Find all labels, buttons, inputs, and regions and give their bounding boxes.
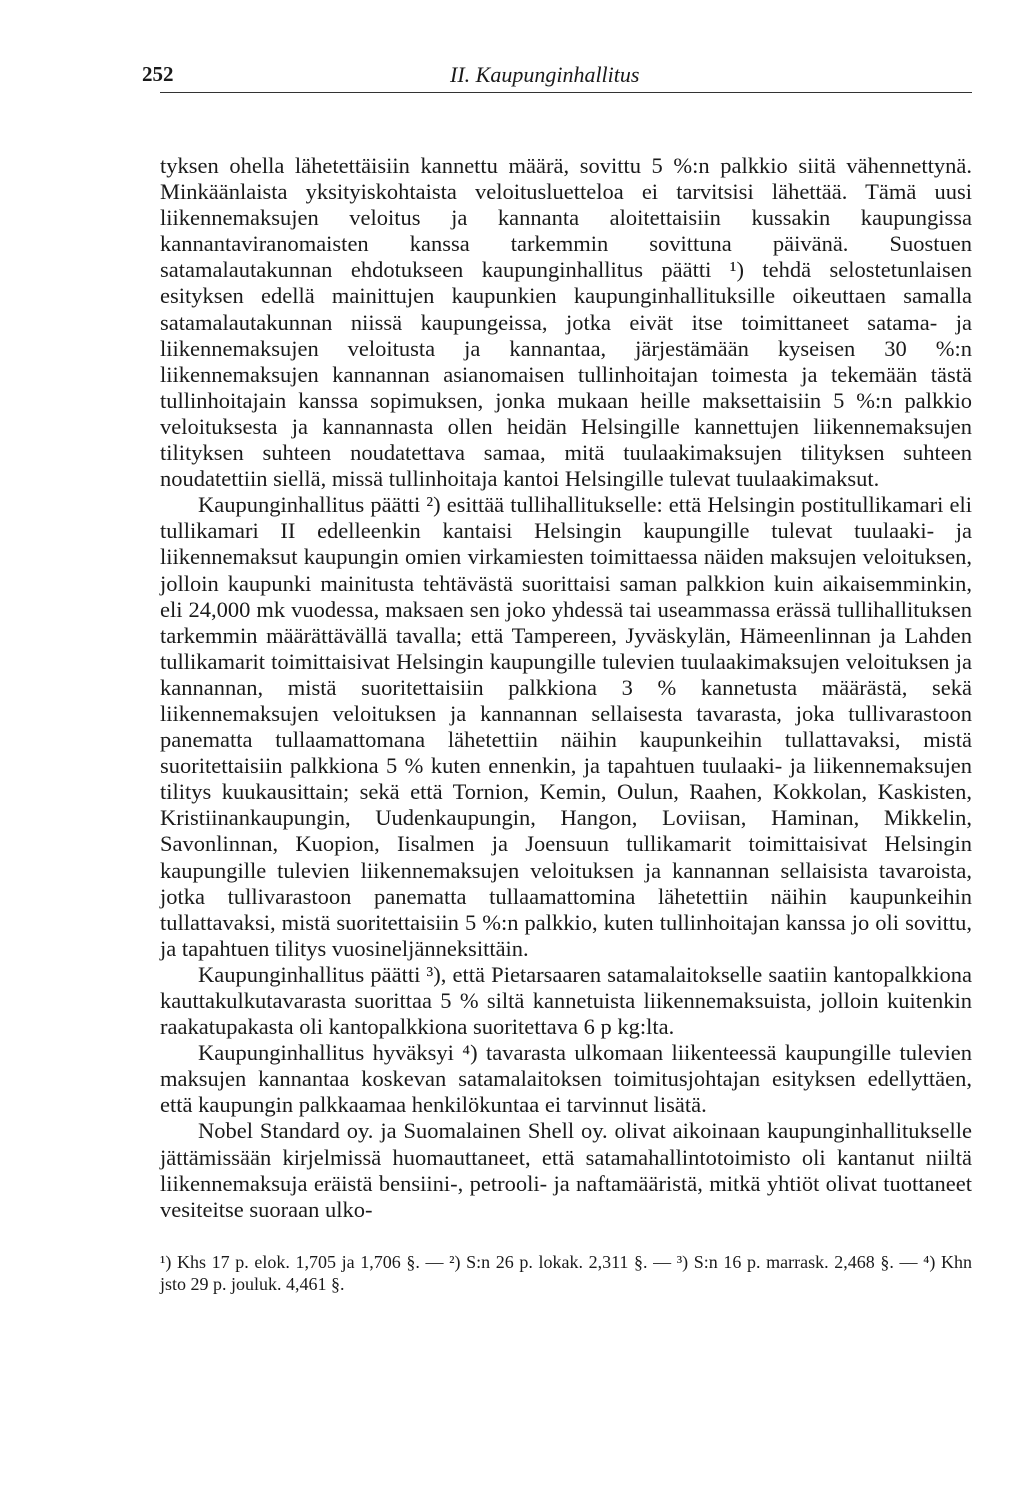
paragraph: tyksen ohella lähetettäisiin kannettu määrä, sovittu 5 %:n palkkio siitä vähennettynä. Minkäänlaista yksityiskohtaista veloitusluetteloa ei tarvitsisi lähettää. Tämä uusi liikennemaksujen veloitus ja kannanta aloitettaisiin kussakin kaupungissa kannantaviranomaisten kanssa tarkemmin sovittuna päivänä. Suostuen satamalautakunnan ehdotukseen kaupunginhallitus päätti ¹) tehdä selostetunlaisen esityksen edellä mainittujen kaupunkien kaupunginhallituksille oikeuttaen samalla satamalautakunnan niissä kaupungeissa, jotka eivät itse toimittaneet satama- ja liikennemaksujen veloitusta ja kannantaa, järjestämään kyseisen 30 %:n liikennemaksujen kannannan asianomaisen tullinhoitajan toimesta ja tekemään tästä tullinhoitajain kanssa sopimuksen, jonka mukaan heille maksettaisiin 5 %:n palkkio veloituksesta ja kannannasta ollen heidän Helsingille kannettujen liikennemaksujen tilityksen suhteen noudatettava samaa, mitä tuulaakimaksujen tilityksen suhteen noudatettiin siellä, missä tullinhoitaja kantoi Helsingille tulevat tuulaakimaksut.: [160, 153, 972, 492]
footnote-text: ¹) Khs 17 p. elok. 1,705 ja 1,706 §. — ²) S:n 26 p. lokak. 2,311 §. — ³) S:n 16 p. marrask. 2,468 §. — ⁴) Khn jsto 29 p. jouluk. 4,461 §.: [160, 1251, 972, 1294]
paragraph: Kaupunginhallitus päätti ³), että Pietarsaaren satamalaitokselle saatiin kantopalkkiona kauttakulkutavarasta suorittaa 5 % siltä kannetuista liikennemaksuista, jolloin kuitenkin raakatupakasta oli kantopalkkiona suoritettava 6 p kg:lta.: [160, 961, 972, 1040]
paragraph: Kaupunginhallitus hyväksyi ⁴) tavarasta ulkomaan liikenteessä kaupungille tulevien maksujen kannantaa koskevan satamalaitoksen toimitusjohtajan esityksen edellyttäen, että kaupungin palkkaamaa henkilökuntaa ei tarvinnut lisätä.: [160, 1040, 972, 1118]
paragraph: Kaupunginhallitus päätti ²) esittää tullihallitukselle: että Helsingin postitullikamari eli tullikamari II edelleenkin kantaisi Helsingin kaupungille tulevat tuulaaki- ja liikennemaksut kaupungin omien virkamiesten toimittaessa näiden maksujen veloituksen, jolloin kaupunki mainitusta tehtävästä suorittaisi saman palkkion kuin aikaisemminkin, eli 24,000 mk vuodessa, maksaen sen joko yhdessä tai useammassa erässä tullihallituksen tarkemmin määrättävällä tavalla; että Tampereen, Jyväskylän, Hämeenlinnan ja Lahden tullikamarit toimittaisivat Helsingin kaupungille tulevien tuulaakimaksujen veloituksen ja kannannan, mistä suoritettaisiin palkkiona 3 % kannetusta määrästä, sekä liikennemaksujen veloituksen ja kannannan sellaisesta tavarasta, joka tullivarastoon panematta tullaamattomana lähetettiin näihin kaupunkeihin tullattavaksi, mistä suoritettaisiin palkkiona 5 % kuten ennenkin, ja tapahtuen tuulaaki- ja liikennemaksujen tilitys kuukausittain; sekä että Tornion, Kemin, Oulun, Raahen, Kokkolan, Kaskisten, Kristiinankaupungin, Uudenkaupungin, Hangon, Loviisan, Haminan, Mikkelin, Savonlinnan, Kuopion, Iisalmen ja Joensuun tullikamarit toimittaisivat Helsingin kaupungille tulevien liikennemaksujen veloituksen ja kannannan sellaisista tavaroista, jotka tullivarastoon panematta tullaamattomina lähetettiin näihin kaupunkeihin tullattavaksi, mistä suoritettaisiin 5 %:n palkkio, kuten tullinhoitajan kanssa jo oli sovittu, ja tapahtuen tilitys vuosineljänneksittäin.: [160, 492, 972, 961]
page-number: 252: [142, 62, 174, 86]
footnotes: [160, 1247, 972, 1295]
body-text: [160, 153, 972, 1223]
running-title: II. Kaupunginhallitus: [450, 62, 640, 87]
paragraph: Nobel Standard oy. ja Suomalainen Shell oy. olivat aikoinaan kaupunginhallitukselle jättämissään kirjelmissä huomauttaneet, että satamahallintotoimisto oli kantanut niiltä liikennemaksuja eräistä bensiini-, petrooli- ja naftamääristä, mitkä yhtiöt olivat tuottaneet vesiteitse suoraan ulko-: [160, 1118, 972, 1222]
running-header: [142, 58, 972, 93]
document-page: [142, 58, 972, 1295]
